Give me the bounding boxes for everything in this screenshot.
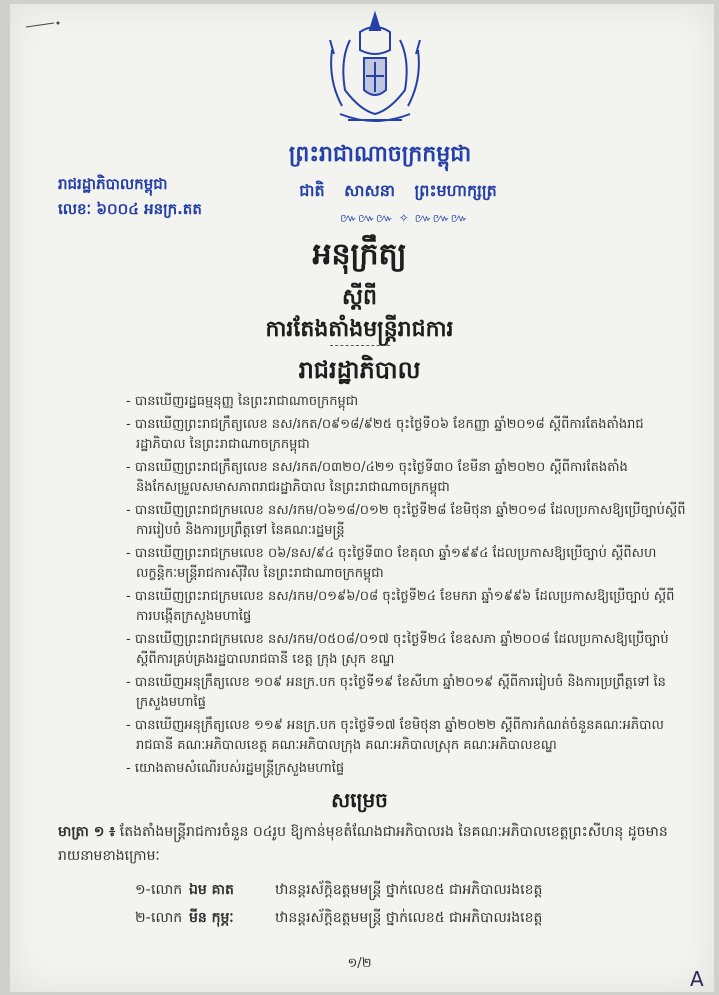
reference-item: - បានឃើញព្រះរាជក្រមលេខ នស/រកម/០៦១៨/០១២ ចុះថ្ងៃទី២៨ ខែមិថុនា ឆ្នាំ២០១៨ ដែលប្រកាសឱ្យប្រើច្បាប់ស្តីពីការរៀបចំ និងការប្រព្រឹត្តទៅ នៃគណៈរដ្ឋមន្ត្រី xyxy=(126,503,686,538)
government-header: រាជរដ្ឋាភិបាលកម្ពុជា xyxy=(58,175,168,193)
reference-item: - បានឃើញព្រះរាជក្រមលេខ នស/រកម/០៥០៨/០១៧ ចុះថ្ងៃទី២៤ ខែឧសភា ឆ្នាំ២០០៨ ដែលប្រកាសឱ្យប្រើច្បាប់ ស្តីពីការគ្រប់គ្រងរដ្ឋបាលរាជធានី ខេត្ត ក្រុង ស្រុក ខណ្ឌ xyxy=(126,632,669,667)
article-1 xyxy=(58,820,683,868)
page-number: ១/២ xyxy=(347,956,372,971)
appointee-number: ១- xyxy=(135,882,151,898)
reference-item: - បានឃើញព្រះរាជក្រមលេខ នស/រកម/០១៩៦/០៨ ចុះថ្ងៃទី២៤ ខែមករា ឆ្នាំ១៩៩៦ ដែលប្រកាសឱ្យប្រើច្បាប់ ស្តីពីការបង្កើតក្រសួងមហាផ្ទៃ xyxy=(126,589,675,624)
reference-item: - បានឃើញអនុក្រឹត្យលេខ ១១៩ អនក្រ.បក ចុះថ្ងៃទី១៧ ខែមិថុនា ឆ្នាំ២០២២ ស្តីពីការកំណត់ចំនួនគណៈអភិបាលរាជធានី គណៈអភិបាលខេត្ត គណៈអភិបាលក្រុង គណៈអភិបាលស្រុក គណៈអភិបាលខណ្ឌ xyxy=(126,718,664,753)
reference-item: - បានឃើញព្រះរាជក្រមលេខ ០៦/នស/៩៤ ចុះថ្ងៃទី៣០ ខែតុលា ឆ្នាំ១៩៩៤ ដែលប្រកាសឱ្យប្រើច្បាប់ ស្តីពីសហលក្ខន្តិកៈមន្ត្រីរាជការស៊ីវិល នៃព្រះរាជាណាចក្រកម្ពុជា xyxy=(126,546,657,581)
document-number: លេខៈ ៦០០៤ អនក្រ.តត xyxy=(58,200,202,218)
decision-heading: សម្រេច xyxy=(331,788,388,812)
handwritten-initial: A xyxy=(690,967,704,991)
issuer-heading: រាជរដ្ឋាភិបាល xyxy=(298,356,421,384)
about-label: ស្តីពី xyxy=(342,285,377,310)
references-list xyxy=(126,392,686,782)
appointee-row xyxy=(135,904,675,932)
appointee-rank: ឋានន្តរស័ក្តិឧត្តមមន្ត្រី ថ្នាក់លេខ៥ ជាអភិបាលរងខេត្ត xyxy=(275,882,543,898)
document-type-title: អនុក្រឹត្យ xyxy=(312,237,407,272)
appointee-name: មីន កុម្ភៈ xyxy=(189,910,234,926)
national-motto: ជាតិ សាសនា ព្រះមហាក្សត្រ xyxy=(299,181,497,200)
appointee-title: លោក xyxy=(151,882,183,898)
article-label: មាត្រា ១ ៖ xyxy=(58,824,116,840)
kingdom-title: ព្រះរាជាណាចក្រកម្ពុជា xyxy=(288,142,472,167)
reference-item: - បានឃើញព្រះរាជក្រឹត្យលេខ នស/រកត/០៩១៨/៩២៥ ចុះថ្ងៃទី០៦ ខែកញ្ញា ឆ្នាំ២០១៨ ស្តីពីការតែងតាំងរាជរដ្ឋាភិបាល នៃព្រះរាជាណាចក្រកម្ពុជា xyxy=(126,417,644,452)
reference-item: - យោងតាមសំណើរបស់រដ្ឋមន្ត្រីក្រសួងមហាផ្ទៃ xyxy=(126,761,345,776)
appointee-rank: ឋានន្តរស័ក្តិឧត្តមមន្ត្រី ថ្នាក់លេខ៥ ជាអភិបាលរងខេត្ត xyxy=(275,910,543,926)
reference-item: - បានឃើញរដ្ឋធម្មនុញ្ញ នៃព្រះរាជាណាចក្រកម្ពុជា xyxy=(126,394,359,409)
appointee-row xyxy=(135,876,675,904)
ornament-divider: ៚៚៚ ✧ ៚៚៚ xyxy=(340,211,469,225)
title-divider xyxy=(330,345,390,347)
document-subject: ការតែងតាំងមន្ត្រីរាជការ xyxy=(265,317,454,342)
appointee-name: ឯម គាត xyxy=(189,882,234,898)
pen-mark xyxy=(24,20,62,30)
appointee-title: លោក xyxy=(151,910,183,926)
royal-coat-of-arms-icon xyxy=(320,10,430,130)
reference-item: - បានឃើញអនុក្រឹត្យលេខ ១០៩ អនក្រ.បក ចុះថ្ងៃទី១៩ ខែសីហា ឆ្នាំ២០១៩ ស្តីពីការរៀបចំ និងការប្រព្រឹត្តទៅ នៃក្រសួងមហាផ្ទៃ xyxy=(126,675,666,710)
appointee-list xyxy=(135,876,675,932)
reference-item: - បានឃើញព្រះរាជក្រឹត្យលេខ នស/រកត/០៣២០/៤២១ ចុះថ្ងៃទី៣០ ខែមីនា ឆ្នាំ២០២០ ស្តីពីការតែងតាំង និងកែសម្រួលសមាសភាពរាជរដ្ឋាភិបាល នៃព្រះរាជាណាចក្រកម្ពុជា xyxy=(126,460,628,495)
appointee-number: ២- xyxy=(135,910,151,926)
article-text: តែងតាំងមន្ត្រីរាជការចំនួន ០៤រូប ឱ្យកាន់មុខតំណែងជាអភិបាលរង នៃគណៈអភិបាលខេត្តព្រះសីហនុ ដូចមានរាយនាមខាងក្រោមៈ xyxy=(58,824,668,864)
